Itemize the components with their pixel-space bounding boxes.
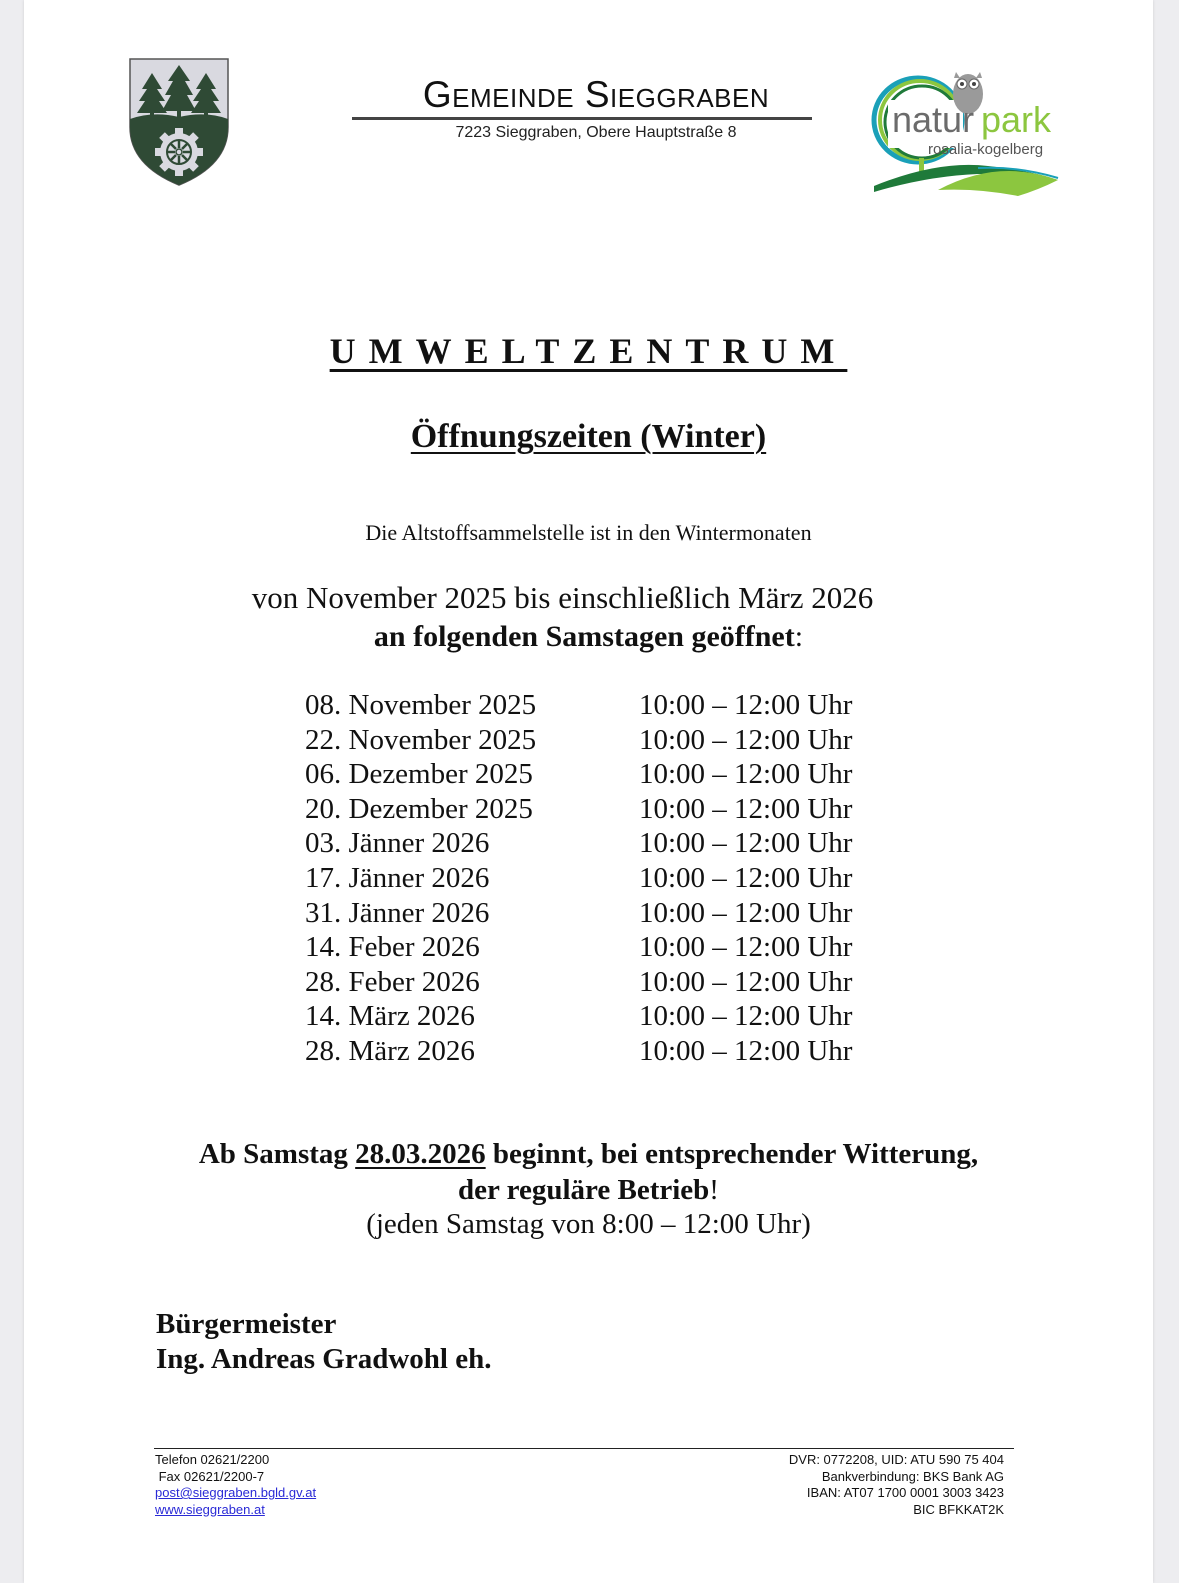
letterhead-rule: [352, 117, 812, 120]
schedule-time: 10:00 – 12:00 Uhr: [639, 1000, 853, 1033]
regular-operation-note-line2: der reguläre Betrieb!: [458, 1174, 719, 1206]
schedule-row: [305, 1034, 905, 1069]
schedule-time: 10:00 – 12:00 Uhr: [639, 758, 853, 791]
schedule-date: 31. Jänner 2026: [305, 896, 490, 929]
regular-operation-note: Ab Samstag 28.03.2026 beginnt, bei entsprechender Witterung,: [198, 1138, 979, 1170]
schedule-time: 10:00 – 12:00 Uhr: [639, 1034, 853, 1067]
footer-iban: IBAN: AT07 1700 0001 3003 3423: [806, 1485, 1004, 1500]
regular-hours-note: (jeden Samstag von 8:00 – 12:00 Uhr): [366, 1208, 811, 1240]
signature-name: Ing. Andreas Gradwohl eh.: [156, 1343, 492, 1375]
schedule-time: 10:00 – 12:00 Uhr: [639, 723, 853, 756]
schedule-row: [305, 723, 905, 758]
page-subtitle: Öffnungszeiten (Winter): [410, 418, 767, 455]
schedule-date: 20. Dezember 2025: [305, 792, 533, 825]
footer-website-link[interactable]: www.sieggraben.at: [155, 1501, 265, 1517]
footer-bic: BIC BFKKAT2K: [913, 1501, 1004, 1517]
page-title: UMWELTZENTRUM: [329, 331, 848, 371]
period-bold-text: an folgenden Samstagen geöffnet:: [373, 620, 804, 653]
schedule-row: [305, 688, 905, 723]
schedule-date: 28. März 2026: [305, 1034, 475, 1067]
organization-name: Gemeinde Sieggraben: [422, 74, 770, 115]
schedule-row: [305, 896, 905, 931]
footer-email-link[interactable]: post@sieggraben.bgld.gv.at: [155, 1485, 317, 1500]
coat-of-arms-icon: [128, 57, 230, 187]
regular-start-date: 28.03.2026: [355, 1138, 486, 1170]
intro-text: Die Altstoffsammelstelle ist in den Wintermonaten: [365, 520, 812, 545]
schedule-row: [305, 792, 905, 827]
schedule-row: [305, 930, 905, 965]
schedule-time: 10:00 – 12:00 Uhr: [639, 861, 853, 894]
footer-rule: [154, 1448, 1014, 1449]
footer-fax: Fax 02621/2200-7: [155, 1468, 265, 1484]
schedule-time: 10:00 – 12:00 Uhr: [639, 931, 853, 964]
schedule-date: 08. November 2025: [305, 689, 537, 721]
schedule-time: 10:00 – 12:00 Uhr: [639, 792, 853, 825]
schedule-time: 10:00 – 12:00 Uhr: [639, 827, 853, 860]
document-page: [24, 0, 1153, 1583]
schedule-date: 14. Feber 2026: [305, 931, 480, 964]
organization-address: 7223 Sieggraben, Obere Hauptstraße 8: [455, 124, 737, 141]
period-text: von November 2025 bis einschließlich März 2026: [251, 580, 874, 615]
schedule-date: 28. Feber 2026: [305, 965, 480, 998]
schedule-row: [305, 965, 905, 1000]
naturpark-subline: rosalia-kogelberg: [928, 141, 1044, 158]
footer-bank: Bankverbindung: BKS Bank AG: [821, 1468, 1004, 1484]
schedule-date: 17. Jänner 2026: [305, 861, 490, 894]
footer-dvr-uid: DVR: 0772208, UID: ATU 590 75 404: [788, 1452, 1004, 1467]
schedule-table: [305, 688, 905, 1069]
schedule-time: 10:00 – 12:00 Uhr: [639, 965, 853, 998]
footer-phone: Telefon 02621/2200: [155, 1452, 270, 1467]
schedule-time: 10:00 – 12:00 Uhr: [639, 689, 853, 721]
naturpark-word-park: park: [981, 99, 1052, 140]
signature-role: Bürgermeister: [156, 1308, 337, 1340]
schedule-date: 06. Dezember 2025: [305, 758, 533, 791]
schedule-row: [305, 861, 905, 896]
schedule-date: 22. November 2025: [305, 723, 537, 756]
naturpark-logo-icon: [868, 62, 1078, 202]
footer-contact: [155, 1452, 316, 1518]
schedule-date: 14. März 2026: [305, 1000, 475, 1033]
footer-bank-info: [684, 1452, 1004, 1518]
schedule-row: [305, 757, 905, 792]
schedule-row: [305, 999, 905, 1034]
schedule-date: 03. Jänner 2026: [305, 827, 490, 860]
schedule-time: 10:00 – 12:00 Uhr: [639, 896, 853, 929]
naturpark-word-natur: natur: [892, 99, 975, 140]
schedule-row: [305, 826, 905, 861]
